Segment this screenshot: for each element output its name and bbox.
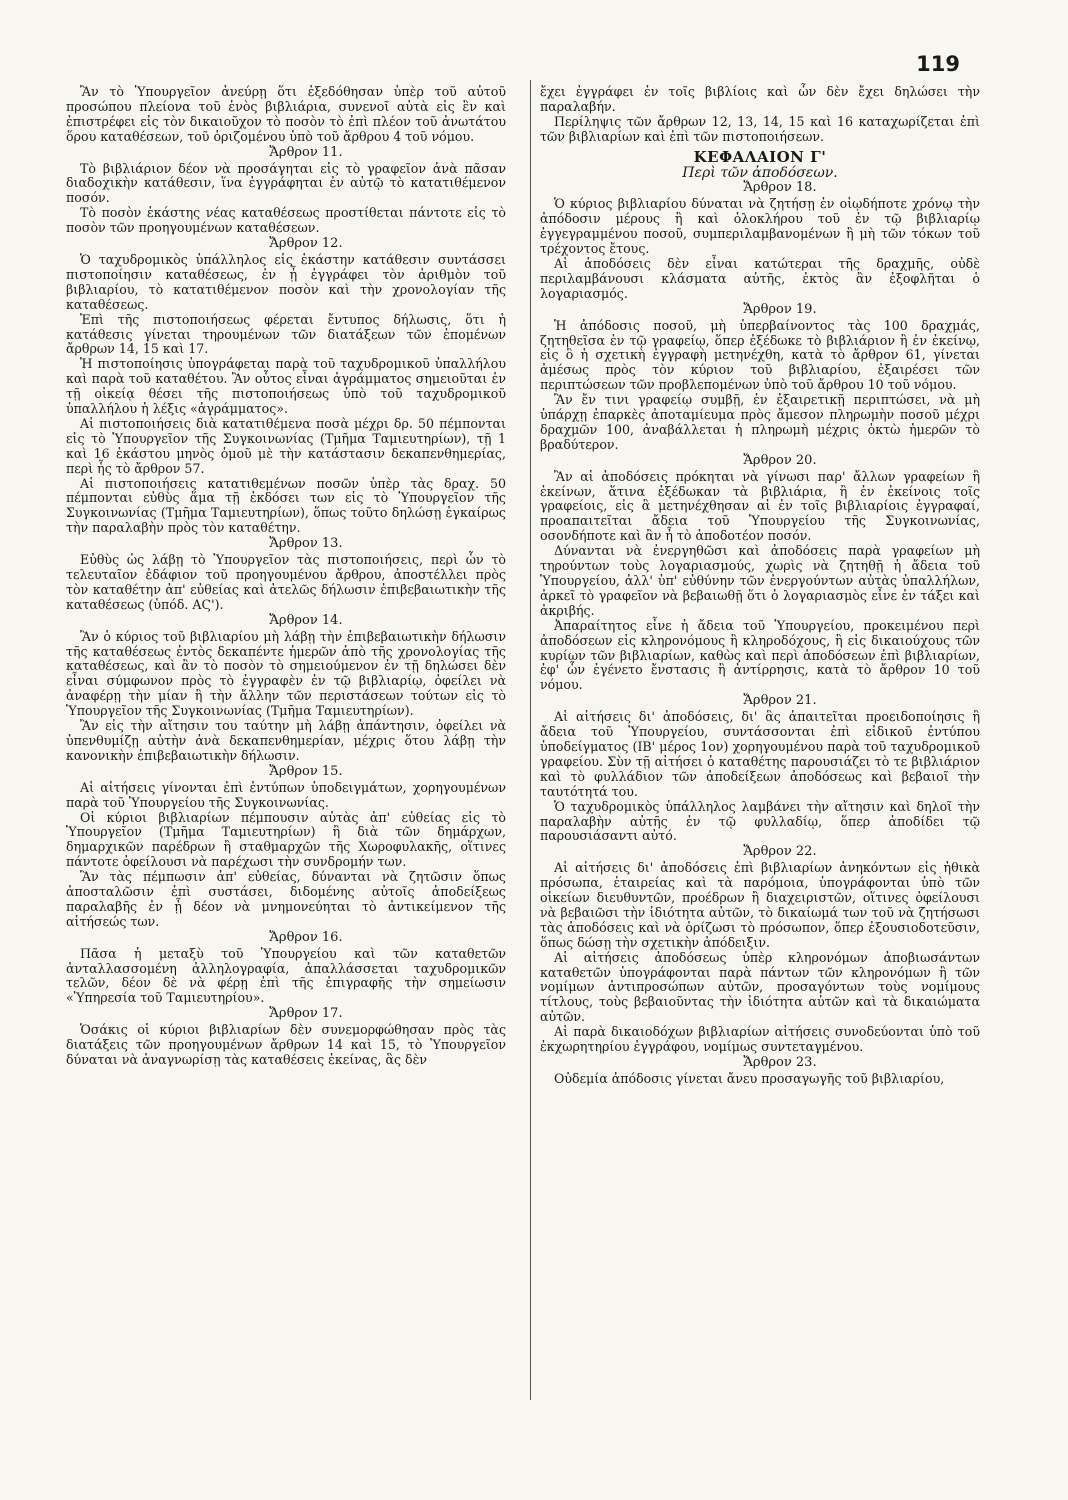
paragraph: Ἡ πιστοποίησις ὑπογράφεται παρὰ τοῦ ταχυδρομικοῦ ὑπαλλήλου καὶ παρὰ τοῦ καταθέτου. Ἂν οὗτος εἶναι ἀγράμματος σημειοῦται ἐν τῇ οἰκείᾳ θέσει τῆς πιστοποιήσεως ὑπὸ τοῦ ταχυδρομικοῦ ὑπαλλήλου ἡ λέξις «ἀγράμματος». <box>66 356 506 417</box>
paragraph: Ὁσάκις οἱ κύριοι βιβλιαρίων δὲν συνεμορφώθησαν πρὸς τὰς διατάξεις τῶν προηγουμένων ἄρθρων 14 καὶ 15, τὸ Ὑπουργεῖον δύναται νὰ ἀναγνωρίσῃ τὰς καταθέσεις ἐκείνας, ἃς δὲν <box>66 1022 506 1067</box>
article-heading: Ἄρθρον 17. <box>269 1006 343 1022</box>
paragraph: Αἱ παρὰ δικαιοδόχων βιβλιαρίων αἰτήσεις συνοδεύονται ὑπὸ τοῦ ἐκχωρητηρίου ἐγγράφου, νομίμως συντεταγμένου. <box>540 1024 980 1055</box>
paragraph: Αἱ αἰτήσεις ἀποδόσεως ὑπὲρ κληρονόμων ἀποβιωσάντων καταθετῶν ὑπογράφονται παρὰ πάντων τῶν κληρονόμων ἢ τῶν νομίμων ἀντιπροσώπων αὐτῶν, προσαγόντων τοὺς νομίμους τίτλους, τοὺς βεβαιοῦντας τὴν ἰδιότητα αὐτῶν καὶ τὰ δικαιώματα αὐτῶν. <box>540 949 980 1025</box>
paragraph: Αἱ πιστοποιήσεις κατατιθεμένων ποσῶν ὑπὲρ τὰς δραχ. 50 πέμπονται εὐθὺς ἅμα τῇ ἐκδόσει των εἰς τὸ Ὑπουργεῖον τῆς Συγκοινωνίας (Τμῆμα Ταμιευτηρίων), ὅπως τοῦτο δηλώσῃ ἐγκαίρως τὴν παραλαβὴν πρὸς τὸν καταθέτην. <box>66 475 506 536</box>
article-heading: Ἄρθρον 23. <box>743 1055 817 1070</box>
paragraph: Ὁ ταχυδρομικὸς ὑπάλληλος εἰς ἑκάστην κατάθεσιν συντάσσει πιστοποίησιν καταθέσεως, ἐν ᾗ ἐγγράφει τὸν ἀριθμὸν τοῦ βιβλιαρίου, τὸ κατατιθέμενον ποσὸν καὶ τὴν χρονολογίαν τῆς καταθέσεως. <box>66 251 506 312</box>
paragraph: Ἐπὶ τῆς πιστοποιήσεως φέρεται ἔντυπος δήλωσις, ὅτι ἡ κατάθεσις γίνεται τηρουμένων τῶν διατάξεων τῶν ἑπομένων ἄρθρων 14, 15 καὶ 17. <box>66 311 506 357</box>
paragraph: Δύνανται νὰ ἐνεργηθῶσι καὶ ἀποδόσεις παρὰ γραφείων μὴ τηρούντων τοὺς λογαριασμούς, χωρὶς νὰ ζητηθῇ ἡ ἄδεια τοῦ Ὑπουργείου, ἀλλ' ὑπ' εὐθύνην τῶν ἐνεργούντων αὐτὰς ὑπαλλήλων, ἀρκεῖ τὸ γραφεῖον νὰ βεβαιωθῇ ὅτι ὁ λογαριασμὸς εἶνε ἐν τάξει καὶ ἀκριβής. <box>540 543 980 618</box>
paragraph: Ἂν τὰς πέμπωσιν ἀπ' εὐθείας, δύνανται νὰ ζητῶσιν ὅπως ἀποσταλῶσιν ἐπὶ συστάσει, διδομένης αὐτοῖς ἀποδείξεως παραλαβῆς ἐν ᾗ δέον νὰ μνημονεύηται τὸ ἀντικείμενον τῆς αἰτήσεώς των. <box>66 869 506 929</box>
paragraph: Ἂν αἱ ἀποδόσεις πρόκηται νὰ γίνωσι παρ' ἄλλων γραφείων ἢ ἐκείνων, ἅτινα ἐξέδωκαν τὰ βιβλιάρια, ἢ ἐν ἐκείνοις τοῖς γραφείοις, εἰς ἃ μετηνέχθησαν αἱ ἐν τοῖς βιβλιαρίοις ἐγγραφαί, προαπαιτεῖται ἄδεια τοῦ Ὑπουργείου τῆς Συγκοινωνίας, οσονδήποτε καὶ ἂν ἦ τὸ ἀποδοτέον ποσόν. <box>540 468 980 544</box>
article-heading: Ἄρθρον 12. <box>269 236 343 252</box>
article-heading: Ἄρθρον 15. <box>269 763 343 779</box>
paragraph: Αἱ αἰτήσεις δι' ἀποδόσεις ἐπὶ βιβλιαρίων ἀνηκόντων εἰς ἠθικὰ πρόσωπα, ἑταιρείας καὶ τὰ παρόμοια, ὑπογράφονται ὑπὸ τῶν οἰκείων διευθυντῶν, προέδρων ἢ διαχειριστῶν, οἵτινες ὀφείλουσι νὰ βεβαιῶσι τὴν ἰδιότητα αὐτῶν, τὸ δικαίωμά των τοῦ νὰ ζητήσωσι τὰς ἀποδόσεις καὶ νὰ ὁρίζωσι τὸ πρόσωπον, ὅπερ ἐξουσιοδοτεῦσιν, ὅπως δώσῃ τὴν σχετικὴν ἀπόδειξιν. <box>540 860 980 950</box>
paragraph: Περίληψις τῶν ἄρθρων 12, 13, 14, 15 καὶ 16 καταχωρίζεται ἐπὶ τῶν βιβλιαρίων καὶ ἐπὶ τῶν πιστοποιήσεων. <box>540 113 980 144</box>
paragraph: Ὁ κύριος βιβλιαρίου δύναται νὰ ζητήσῃ ἐν οἱῳδήποτε χρόνῳ τὴν ἀπόδοσιν μέρους ἢ καὶ ὁλοκλήρου τοῦ ἐν τῷ βιβλιαρίῳ ἐγγεγραμμένου ποσοῦ, συμπεριλαμβανομένων ἢ μὴ τῶν τόκων τοῦ τρέχοντος ἔτους. <box>540 196 980 257</box>
paragraph: Ἂν ἔν τινι γραφείῳ συμβῇ, ἐν ἐξαιρετικῇ περιπτώσει, νὰ μὴ ὑπάρχῃ ἐπαρκὲς ἀποταμίευμα πρὸς ἄμεσον πληρωμὴν ποσοῦ μέχρι δραχμῶν 100, ἀναβάλλεται ἡ πληρωμὴ μέχρις ὀκτὼ ἡμερῶν τὸ βραδύτερον. <box>540 392 980 452</box>
chapter-heading: ΚΕΦΑΛΑΙΟΝ Γ' <box>693 147 827 166</box>
paragraph: Ἂν τὸ Ὑπουργεῖον ἀνεύρῃ ὅτι ἐξεδόθησαν ὑπὲρ τοῦ αὐτοῦ προσώπου πλείονα τοῦ ἑνὸς βιβλιάρια, συνενοῖ αὐτὰ εἰς ἓν καὶ ἐπιστρέφει εἰς τὸν δικαιοῦχον τὸ ποσὸν τὸ ἐπὶ πλέον τοῦ ἀνωτάτου ὅρου καταθέσεων, τοῦ ὁριζομένου ὑπὸ τοῦ ἄρθρου 4 τοῦ νόμου. <box>66 84 506 144</box>
paragraph: Πᾶσα ἡ μεταξὺ τοῦ Ὑπουργείου καὶ τῶν καταθετῶν ἀνταλλασσομένη ἀλληλογραφία, ἀπαλλάσσεται ταχυδρομικῶν τελῶν, δέον δὲ νὰ φέρῃ ἐπὶ τῆς ἐπιγραφῆς τὴν σημείωσιν «Ὑπηρεσία τοῦ Ταμιευτηρίου». <box>66 945 506 1006</box>
paragraph: Τὸ ποσὸν ἑκάστης νέας καταθέσεως προστίθεται πάντοτε εἰς τὸ ποσὸν τῶν προηγουμένων καταθέσεων. <box>66 205 506 236</box>
paragraph: Ἀπαραίτητος εἶνε ἡ ἄδεια τοῦ Ὑπουργείου, προκειμένου περὶ ἀποδόσεων εἰς κληρονόμους ἢ κληροδόχους, ἢ εἰς δικαιούχους τῶν κυρίων τῶν βιβλιαρίων, καθὼς καὶ περὶ ἀποδόσεων ἐπὶ βιβλιαρίων, ἐφ' ὧν ἐγένετο ἔνστασις ἢ ἀντίρρησις, κατὰ τὸ ἄρθρον 10 τοῦ νόμου. <box>540 617 980 693</box>
chapter-subtitle: Περὶ τῶν ἀποδόσεων. <box>682 164 838 181</box>
article-heading: Ἄρθρον 11. <box>269 144 343 160</box>
article-heading: Ἄρθρον 13. <box>269 536 343 552</box>
article-heading: Ἄρθρον 16. <box>269 929 343 945</box>
paragraph: Ἡ ἀπόδοσις ποσοῦ, μὴ ὑπερβαίνοντος τὰς 100 δραχμάς, ζητηθεῖσα ἐν τῷ γραφείῳ, ὅπερ ἐξέδωκε τὸ βιβλιάριον ἢ ἐν ἐκείνῳ, εἰς ὃ ἡ σχετικὴ ἐγγραφὴ μετηνέχθη, κατὰ τὸ ἄρθρον 61, γίνεται ἀμέσως πρὸς τὸν κύριον τοῦ βιβλιαρίου, ἐξαιρέσει τῶν περιπτώσεων τῶν προβλεπομένων ὑπὸ τοῦ ἄρθρου 10 τοῦ νόμου. <box>540 317 980 393</box>
article-heading: Ἄρθρον 22. <box>743 844 817 860</box>
article-heading: Ἄρθρον 20. <box>743 452 817 468</box>
paragraph: ἔχει ἐγγράφει ἐν τοῖς βιβλίοις καὶ ὧν δὲν ἔχει δηλώσει τὴν παραλαβήν. <box>540 84 980 114</box>
article-heading: Ἄρθρον 21. <box>743 693 817 709</box>
page-number: 119 <box>916 52 960 76</box>
left-column <box>66 85 506 1068</box>
article-heading: Ἄρθρον 14. <box>269 612 343 628</box>
paragraph: Οἱ κύριοι βιβλιαρίων πέμπουσιν αὐτὰς ἀπ' εὐθείας εἰς τὸ Ὑπουργεῖον (Τμῆμα Ταμιευτηρίων) ἢ διὰ τῶν δημάρχων, δημαρχικῶν παρέδρων ἢ σταθμαρχῶν τῆς Χωροφυλακῆς, οἵτινες πάντοτε ὀφείλουσι νὰ παρέχωσι τὴν συνδρομήν των. <box>66 809 506 870</box>
paragraph: Ἂν εἰς τὴν αἴτησιν του ταύτην μὴ λάβῃ ἀπάντησιν, ὀφείλει νὰ ὑπενθυμίζῃ αὐτὴν ἀνὰ δεκαπενθημερίαν, μέχρις ὅτου λάβῃ τὴν κανονικὴν ἐπιβεβαιωτικὴν δήλωσιν. <box>66 718 506 763</box>
article-heading: Ἄρθρον 18. <box>743 180 817 196</box>
right-column <box>540 85 980 1087</box>
paragraph: Ὁ ταχυδρομικὸς ὑπάλληλος λαμβάνει τὴν αἴτησιν καὶ δηλοῖ τὴν παραλαβὴν αὐτῆς ἐν τῷ φυλλαδίῳ, ὅπερ ἀποδίδει τῷ παρουσιάσαντι αὐτό. <box>540 798 980 844</box>
column-divider <box>530 80 531 1400</box>
paragraph: Τὸ βιβλιάριον δέον νὰ προσάγηται εἰς τὸ γραφεῖον ἀνὰ πᾶσαν διαδοχικὴν κατάθεσιν, ἵνα ἐγγράφηται ἐν αὐτῷ τὸ κατατιθέμενον ποσόν. <box>66 160 506 206</box>
paragraph: Αἱ ἀποδόσεις δὲν εἶναι κατώτεραι τῆς δραχμῆς, οὐδὲ περιλαμβάνουσι κλάσματα αὐτῆς, ἐκτὸς ἂν ἐξοφλῆται ὁ λογαριασμός. <box>540 255 980 301</box>
paragraph: Εὐθὺς ὡς λάβῃ τὸ Ὑπουργεῖον τὰς πιστοποιήσεις, περὶ ὧν τὸ τελευταῖον ἐδάφιον τοῦ προηγουμένου ἄρθρου, ἀποστέλλει πρὸς τὸν καταθέτην ἀπ' εὐθείας καὶ ἀτελῶς δήλωσιν ἐπιβεβαιωτικὴν τῆς καταθέσεως (ὑπόδ. ΑϚ'). <box>66 552 506 612</box>
paragraph: Αἱ αἰτήσεις γίνονται ἐπὶ ἐντύπων ὑποδειγμάτων, χορηγουμένων παρὰ τοῦ Ὑπουργείου τῆς Συγκοινωνίας. <box>66 779 506 810</box>
article-heading: Ἄρθρον 19. <box>743 301 817 317</box>
paragraph: Ἂν ὁ κύριος τοῦ βιβλιαρίου μὴ λάβῃ τὴν ἐπιβεβαιωτικὴν δήλωσιν τῆς καταθέσεως ἐντὸς δεκαπέντε ἡμερῶν ἀπὸ τῆς χρονολογίας τῆς καταθέσεως, καὶ ἂν τὸ ποσὸν τὸ σημειούμενον ἐν τῇ δηλώσει δὲν εἶναι σύμφωνον πρὸς τὸ ἐγγραφὲν ἐν τῷ βιβλιαρίῳ, ὀφείλει νὰ ἀναφέρῃ τὴν μίαν ἢ τὴν ἄλλην τῶν περιστάσεων τούτων εἰς τὸ Ὑπουργεῖον τῆς Συγκοινωνίας (Τμῆμα Ταμιευτηρίων). <box>66 628 506 719</box>
paragraph: Αἱ πιστοποιήσεις διὰ κατατιθέμενα ποσὰ μέχρι δρ. 50 πέμπονται εἰς τὸ Ὑπουργεῖον τῆς Συγκοινωνίας (Τμῆμα Ταμιευτηρίων), τῇ 1 καὶ 16 ἑκάστου μηνὸς ὁμοῦ μὲ τὴν κατάστασιν δεκαπενθημερίας, περὶ ἧς τὸ ἄρθρον 57. <box>66 415 506 476</box>
paragraph: Οὐδεμία ἀπόδοσις γίνεται ἄνευ προσαγωγῆς τοῦ βιβλιαρίου, <box>554 1070 945 1086</box>
paragraph: Αἱ αἰτήσεις δι' ἀποδόσεις, δι' ἃς ἀπαιτεῖται προειδοποίησις ἢ ἄδεια τοῦ Ὑπουργείου, συντάσσονται ἐπὶ εἰδικοῦ ἐντύπου ὑποδείγματος (ΙΒ' μέρος 1ον) χορηγουμένου παρὰ τοῦ ταχυδρομικοῦ γραφείου. Σὺν τῇ αἰτήσει ὁ καταθέτης παρουσιάζει τὸ τε βιβλιάριον καὶ τὸ φυλλάδιον τῶν ἀποδείξεων ἀποδόσεως καὶ βεβαιοῖ τὴν ταυτότητά του. <box>540 709 980 799</box>
